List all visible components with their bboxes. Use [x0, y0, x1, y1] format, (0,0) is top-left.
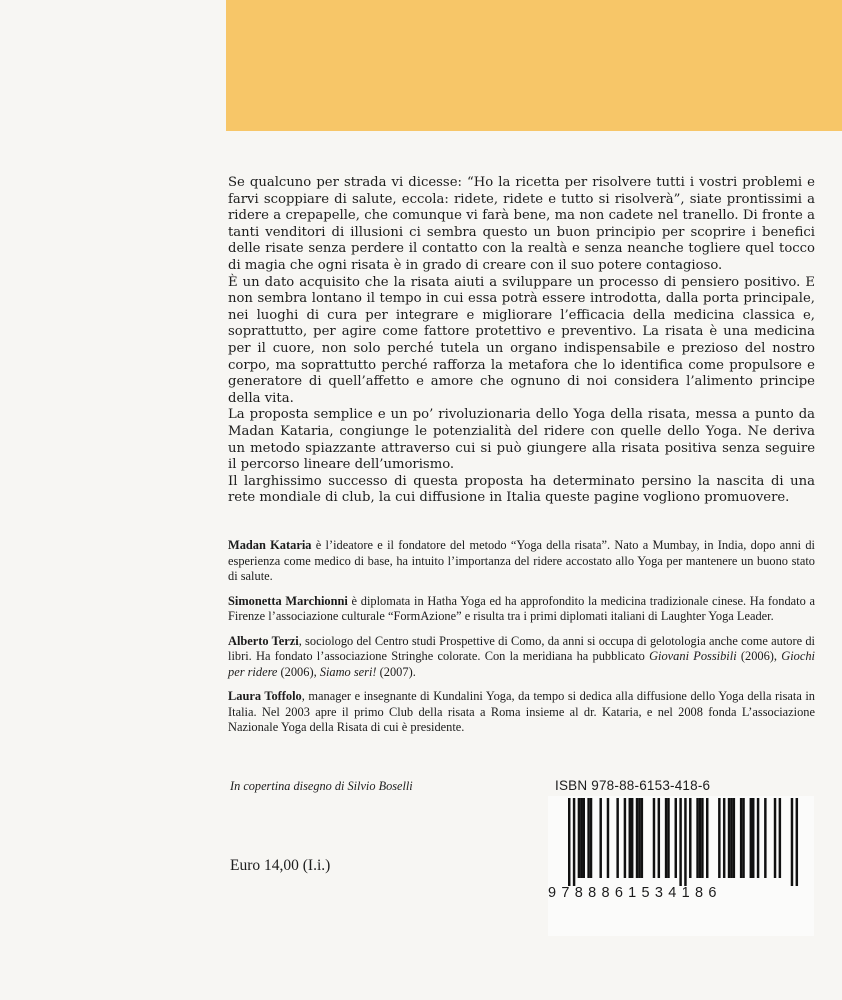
barcode-bar [699, 798, 701, 878]
barcode-guard-bar [679, 798, 681, 886]
barcode-bar [658, 798, 660, 878]
barcode-bar [578, 798, 580, 878]
barcode-bar [730, 798, 732, 878]
blurb-paragraph: È un dato acquisito che la risata aiuti a sviluppare un processo di pensiero positivo. E non sembra lontano il tempo in cui essa potrà essere introdotta, dalla porta principale, nei luoghi di cura per integrare e migliorare l’efficacia della medicina classica e, soprattutto, per agire come fattore protettivo e preventivo. La risata è una medicina per il cuore, non solo perché tutela un organo indispensabile e prezioso del nostro corpo, ma soprattutto perché rafforza la metafora che lo identifica come propulsore e generatore di quell’affetto e amore che ognuno di noi considera l’alimento principe della vita. [228, 274, 815, 406]
barcode-bar [750, 798, 752, 878]
bio-text: , sociologo del Centro studi Prospettive di Como, da anni si occupa di gelotologia anche come autore di libri. Ha fondato l’associazione Stringhe colorate. Con la meridiana ha pubblicato [228, 633, 815, 663]
barcode-bar [701, 798, 703, 878]
barcode-guard-bar [684, 798, 686, 886]
barcode-bar [583, 798, 585, 878]
barcode-bar [764, 798, 766, 878]
barcode-bar [629, 798, 631, 878]
barcode-bar [728, 798, 730, 878]
price: Euro 14,00 (I.i.) [230, 857, 331, 874]
blurb-paragraph: Il larghissimo successo di questa proposta ha determinato persino la nascita di una rete mondiale di club, la cui diffusione in Italia queste pagine vogliono promuovere. [228, 473, 815, 506]
isbn-label: ISBN 978-88-6153-418-6 [555, 778, 711, 793]
barcode-bar [599, 798, 601, 878]
bio-alberto-terzi [228, 634, 815, 681]
barcode-bar [624, 798, 626, 878]
book-title: Giochi per ridere [228, 649, 816, 679]
barcode-bar [653, 798, 655, 878]
barcode-bar [607, 798, 609, 878]
barcode-guard-bar [791, 798, 793, 886]
barcode-bar [631, 798, 633, 878]
barcode-bar [590, 798, 592, 878]
barcode-bars [554, 798, 808, 886]
isbn-barcode [548, 796, 814, 936]
bio-name: Madan Kataria [228, 538, 312, 552]
barcode-bar [641, 798, 643, 878]
barcode-bar [752, 798, 754, 878]
barcode-bar [667, 798, 669, 878]
barcode-bar [689, 798, 691, 878]
book-title: Giovani Possibili [649, 649, 737, 663]
cover-credit: In copertina disegno di Silvio Boselli [230, 779, 413, 793]
barcode-bar [665, 798, 667, 878]
bio-name: Alberto Terzi [228, 633, 299, 648]
barcode-bar [718, 798, 720, 878]
barcode-digits: 9788861534186 [548, 885, 722, 901]
bio-name: Laura Toffolo [228, 689, 302, 703]
barcode-bar [742, 798, 744, 878]
barcode-bar [723, 798, 725, 878]
book-year: (2007). [376, 664, 416, 679]
author-bios [228, 538, 815, 745]
barcode-bar [757, 798, 759, 878]
cover-color-band [226, 0, 842, 131]
barcode-guard-bar [573, 798, 575, 886]
blurb-paragraph: La proposta semplice e un po’ rivoluzionaria dello Yoga della risata, messa a punto da Madan Kataria, congiunge le potenzialità del ridere con quelle dello Yoga. Ne deriva un metodo spiazzante attraverso cui si può giungere alla risata positiva senza seguire il percorso lineare dell’umorismo. [228, 407, 815, 473]
barcode-bar [675, 798, 677, 878]
barcode-bar [740, 798, 742, 878]
barcode-bar [706, 798, 708, 878]
bio-text: è l’ideatore e il fondatore del metodo “Yoga della risata”. Nato a Mumbay, in India, dopo anni di esperienza come medico di base, ha intuito l’importanza del ridere accostato allo Yoga per mantenere un buono stato di salute. [228, 538, 815, 583]
bio-madan-kataria [228, 538, 815, 585]
barcode-bar [774, 798, 776, 878]
barcode-bar [580, 798, 582, 878]
barcode-bar [616, 798, 618, 878]
barcode-bar [636, 798, 638, 878]
blurb-paragraph: Se qualcuno per strada vi dicesse: “Ho la ricetta per risolvere tutti i vostri problemi e farvi scoppiare di salute, eccola: ridete, ridete e tutto si risolverà”, siate prontissimi a ridere a crepapelle, che comunque vi farà bene, ma non cadete nel tranello. Di fronte a tanti venditori di illusioni ci sembra questo un buon principio per scoprire i benefici delle risate senza perdere il contatto con la realtà e senza neanche togliere quel tocco di magia che ogni risata è in grado di creare con il suo potere contagioso. [228, 175, 815, 273]
bio-text: , manager e insegnante di Kundalini Yoga, da tempo si dedica alla diffusione dello Yoga della risata in Italia. Nel 2003 apre il primo Club della risata a Roma insieme al dr. Kataria, e nel 2008 fonda L’associazione Nazionale Yoga della Risata di cui è presidente. [228, 689, 816, 734]
barcode-guard-bar [568, 798, 570, 886]
barcode-bar [587, 798, 589, 878]
back-cover-blurb [228, 175, 815, 507]
barcode-guard-bar [796, 798, 798, 886]
book-year: (2006), [736, 649, 782, 663]
barcode-bar [733, 798, 735, 878]
book-year: (2006), [277, 664, 320, 679]
bio-text: è diplomata in Hatha Yoga ed ha approfondito la medicina tradizionale cinese. Ha fondato a Firenze l’associazione culturale “FormAzione” e risulta tra i primi diplomati italiani di Laughter Yoga Leader. [228, 593, 815, 623]
book-title: Siamo seri! [319, 664, 377, 679]
barcode-bar [779, 798, 781, 878]
bio-simonetta-marchionni [228, 594, 815, 625]
barcode-bar [638, 798, 640, 878]
bio-name: Simonetta Marchionni [228, 593, 348, 608]
bio-laura-toffolo [228, 689, 815, 736]
barcode-bar [696, 798, 698, 878]
